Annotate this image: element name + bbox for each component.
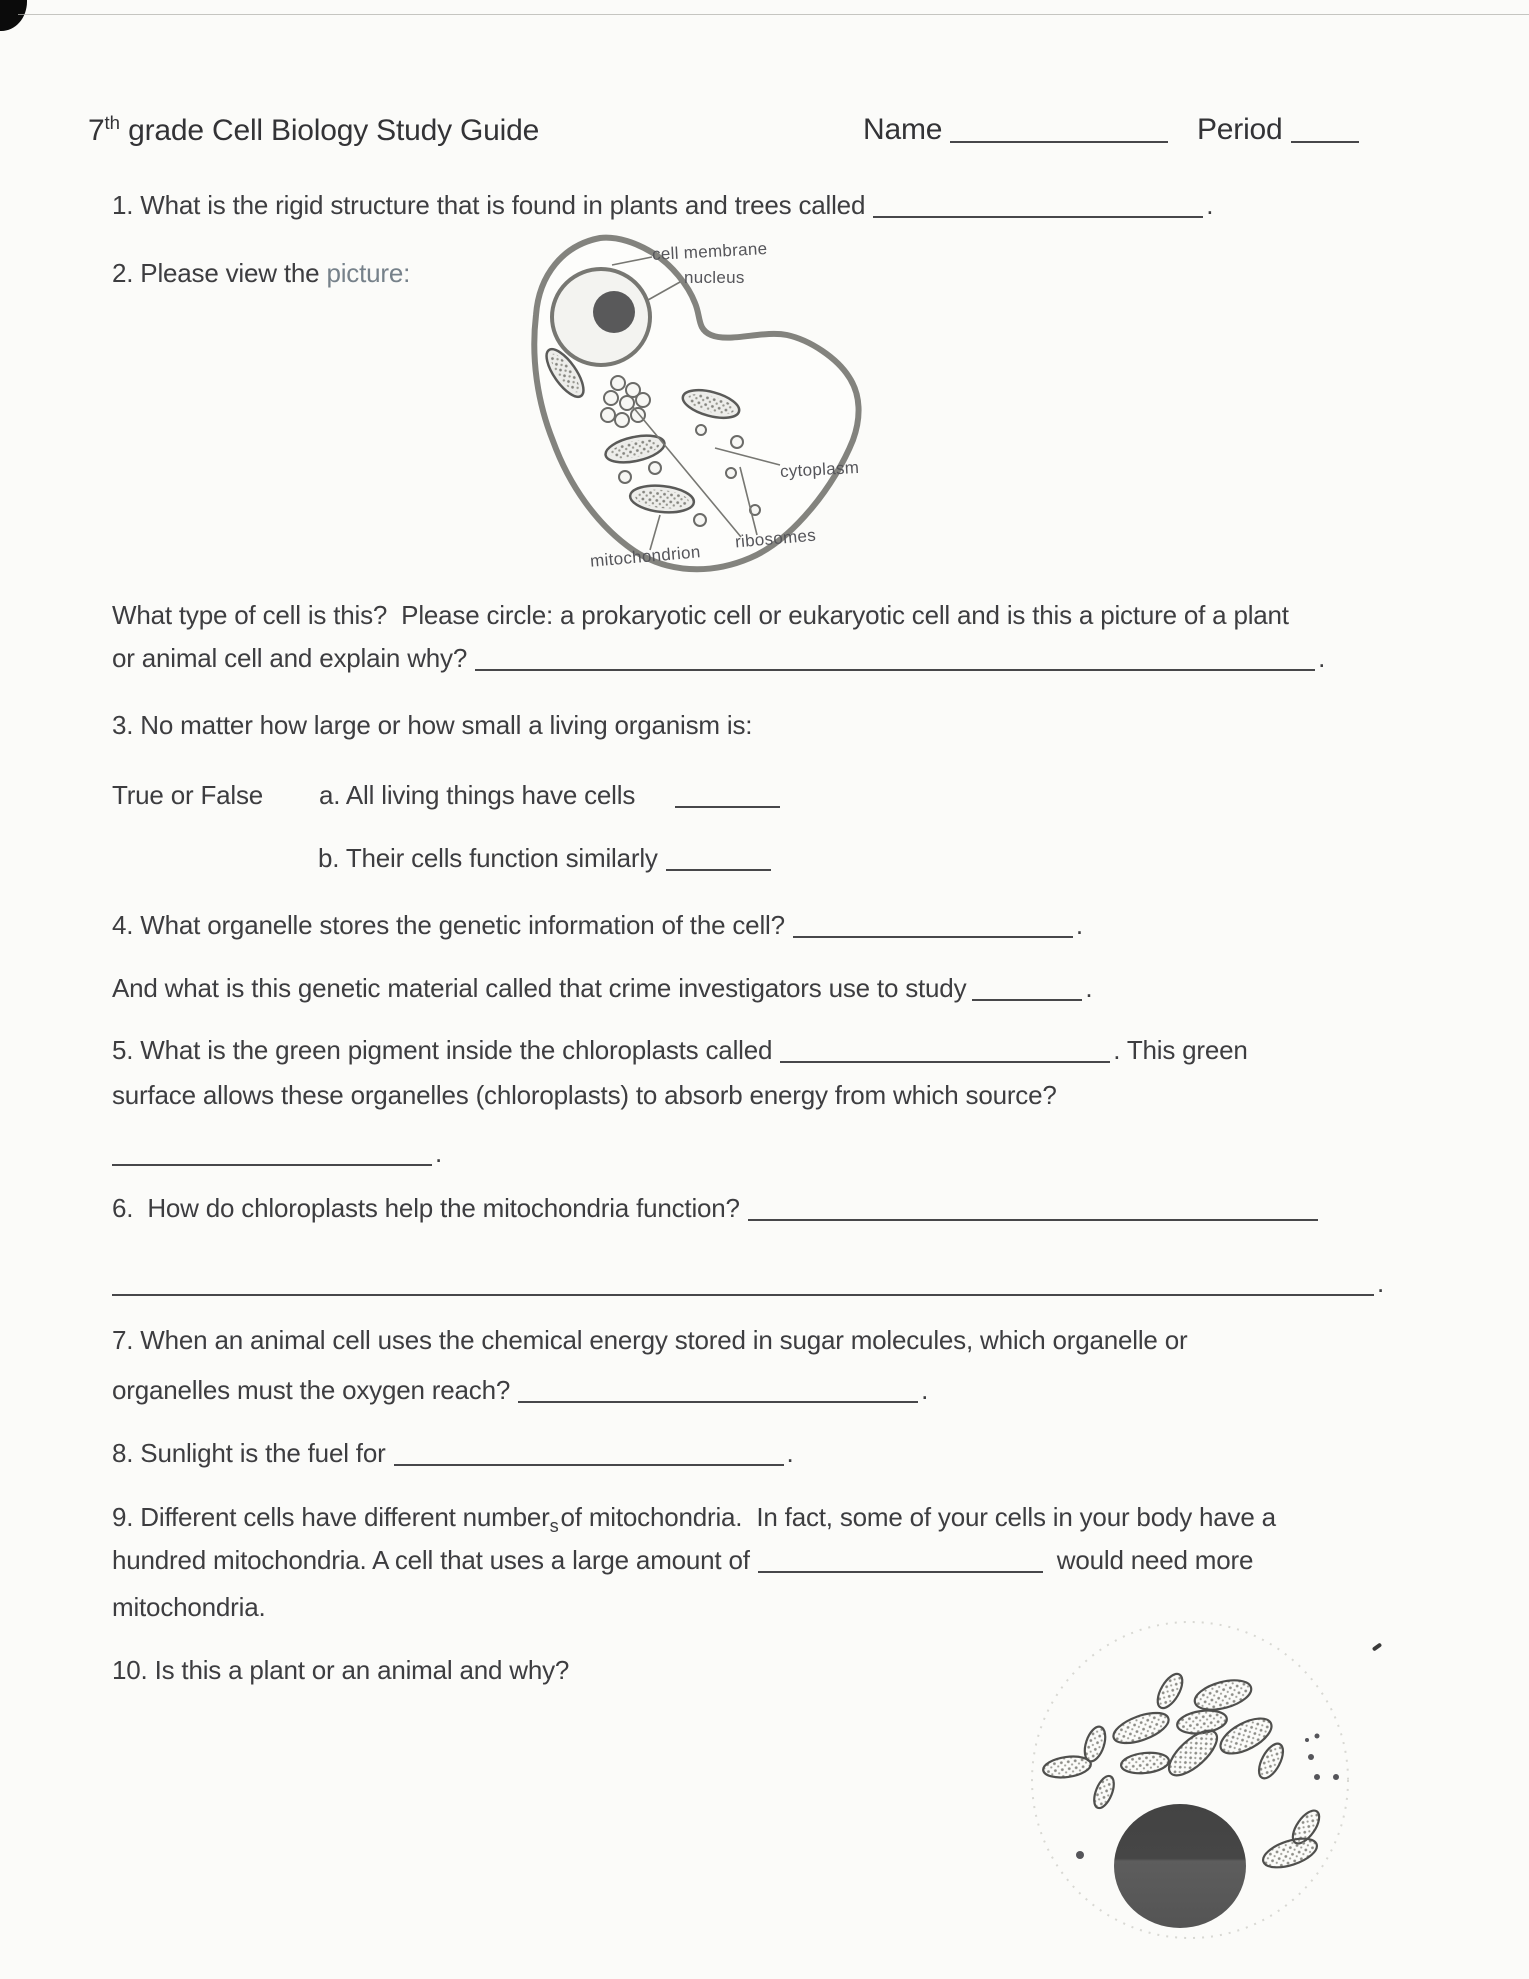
question-3b-row	[318, 843, 771, 874]
scan-speck-artifact	[1372, 1642, 1382, 1651]
q3-true-false-label: True or False	[112, 780, 264, 810]
period-blank	[1291, 119, 1359, 143]
nucleolus-shape	[593, 291, 635, 333]
q5-blank1	[780, 1039, 1110, 1063]
scan-corner-artifact	[0, 0, 27, 31]
question-2-prompt-line2	[112, 643, 1325, 674]
page-title	[88, 112, 539, 149]
q1-period: .	[1206, 190, 1214, 220]
question-7-line2	[112, 1375, 928, 1406]
q7-text1: 7. When an animal cell uses the chemical energy stored in sugar molecules, which organelle or	[112, 1325, 1188, 1355]
q9-text3: mitochondria.	[112, 1592, 266, 1622]
q6-text: 6. How do chloroplasts help the mitochondria function?	[112, 1193, 740, 1223]
scan-top-edge-line	[18, 14, 1529, 15]
q9-text1-pre: 9. Different cells have different number	[112, 1502, 550, 1532]
q7-period: .	[921, 1375, 929, 1405]
diagram-label-ribosomes: ribosomes	[734, 525, 817, 552]
q7-blank	[518, 1379, 918, 1403]
q2-intro-lead: 2. Please view the	[112, 258, 327, 288]
question-5-line1	[112, 1035, 1248, 1066]
q4-period: .	[1075, 910, 1083, 940]
q4-followup-blank	[972, 977, 1082, 1001]
q3a-blank	[675, 784, 780, 808]
question-6	[112, 1193, 1318, 1224]
q9-blank	[758, 1549, 1043, 1573]
title-number: 7	[88, 114, 105, 147]
diagram-label-cell-membrane: cell membrane	[651, 238, 768, 265]
q9-subscript-s: s	[549, 1516, 559, 1536]
q3b-blank	[666, 847, 771, 871]
question-4	[112, 910, 1083, 941]
title-ordinal: th	[104, 112, 121, 133]
q1-text: 1. What is the rigid structure that is found in plants and trees called	[112, 190, 866, 220]
q4-followup-period: .	[1085, 973, 1093, 1003]
diagram-label-cytoplasm: cytoplasm	[779, 457, 860, 482]
q4-text: 4. What organelle stores the genetic information of the cell?	[112, 910, 785, 940]
q2-blank	[475, 647, 1315, 671]
q3-text: 3. No matter how large or how small a living organism is:	[112, 710, 753, 740]
question-4-followup	[112, 973, 1092, 1004]
q7-text2: organelles must the oxygen reach?	[112, 1375, 511, 1405]
name-field	[863, 112, 1168, 148]
question-9-line3	[112, 1592, 265, 1623]
question-3	[112, 710, 752, 741]
q8-text: 8. Sunlight is the fuel for	[112, 1438, 386, 1468]
period-label: Period	[1197, 113, 1283, 146]
q5-text1: 5. What is the green pigment inside the chloroplasts called	[112, 1035, 773, 1065]
q10-text: 10. Is this a plant or an animal and why?	[112, 1655, 570, 1685]
q2-prompt-text1: What type of cell is this? Please circle: a prokaryotic cell or eukaryotic cell and is this a picture of a plant	[112, 600, 1289, 630]
q3b-text: b. Their cells function similarly	[318, 843, 658, 873]
q8-blank	[394, 1442, 784, 1466]
question-9-line2	[112, 1545, 1253, 1576]
question-5-line2	[112, 1080, 1057, 1111]
q9-text2-pre: hundred mitochondria. A cell that uses a large amount of	[112, 1545, 750, 1575]
q2-prompt-text2: or animal cell and explain why?	[112, 643, 468, 673]
title-text: grade Cell Biology Study Guide	[120, 114, 540, 147]
question-7-line1	[112, 1325, 1187, 1356]
q6-blank1	[748, 1197, 1318, 1221]
q1-blank	[873, 194, 1203, 218]
question-2-intro	[112, 258, 410, 289]
diagram-label-nucleus: nucleus	[684, 268, 745, 287]
question-9-line1	[112, 1502, 1276, 1538]
q5-blank2	[112, 1142, 432, 1166]
period-field	[1197, 112, 1359, 148]
q9-text2-post: would need more	[1056, 1545, 1254, 1575]
question-1	[112, 190, 1213, 221]
question-3a-row	[112, 780, 780, 811]
question-8	[112, 1438, 794, 1469]
q6-period: .	[1377, 1268, 1385, 1298]
q5-text2: surface allows these organelles (chloroplasts) to absorb energy from which source?	[112, 1080, 1057, 1110]
diagram-label-mitochondrion: mitochondrion	[589, 542, 702, 571]
question-5-answer-line	[112, 1138, 442, 1169]
q8-period: .	[786, 1438, 794, 1468]
q3a-text: a. All living things have cells	[319, 780, 636, 810]
dark-nucleus-shape	[1114, 1804, 1246, 1928]
name-blank	[950, 119, 1168, 143]
q5-this-green: . This green	[1113, 1035, 1248, 1065]
q2-period: .	[1318, 643, 1326, 673]
question-10	[112, 1655, 569, 1686]
q6-blank2	[112, 1272, 1374, 1296]
plant-cell-picture	[1010, 1600, 1370, 1940]
q2-picture-word: picture:	[326, 258, 411, 288]
q5-period: .	[435, 1138, 443, 1168]
question-2-prompt-line1	[112, 600, 1289, 631]
name-label: Name	[863, 113, 943, 146]
q4-followup-text: And what is this genetic material called that crime investigators use to study	[112, 973, 967, 1003]
question-6-answer-line	[112, 1268, 1384, 1299]
q9-text1-post: of mitochondria. In fact, some of your cells in your body have a	[560, 1502, 1276, 1532]
q4-blank	[793, 914, 1073, 938]
